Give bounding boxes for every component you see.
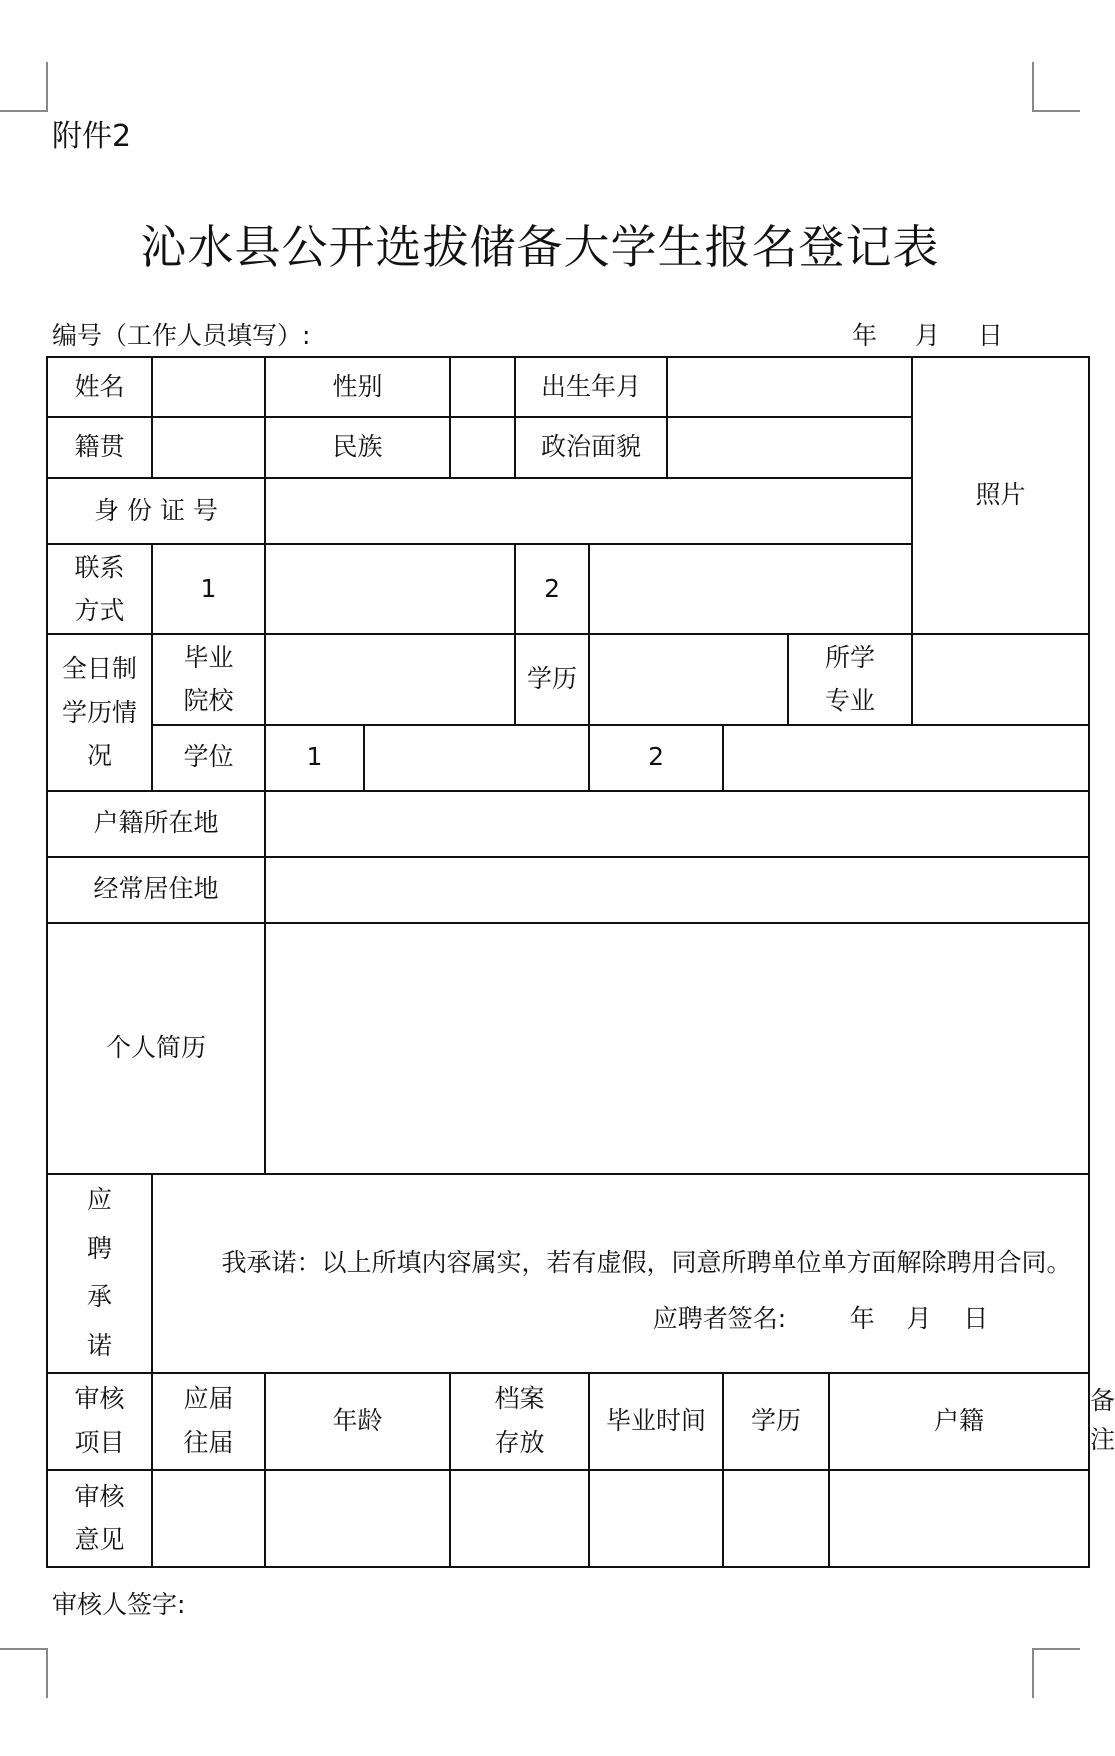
- hukou-location-field[interactable]: [265, 791, 1089, 857]
- degree-label: 学位: [152, 725, 265, 791]
- review-education-field[interactable]: [723, 1470, 829, 1567]
- birth-field[interactable]: [667, 357, 912, 417]
- review-hukou-field[interactable]: [829, 1470, 1089, 1567]
- crop-mark-bottom-right-h: [1032, 1648, 1080, 1650]
- fulltime-education-label: 全日制学历情况: [47, 634, 152, 790]
- ethnicity-field[interactable]: [450, 417, 515, 478]
- contact-2-field[interactable]: [589, 544, 912, 634]
- degree-2-field[interactable]: [723, 725, 1089, 791]
- ethnicity-label: 民族: [265, 417, 450, 478]
- crop-mark-bottom-left-h: [0, 1648, 48, 1650]
- review-items-label: 审核项目: [47, 1373, 152, 1470]
- pledge-box: [152, 1174, 1089, 1372]
- number-label: 编号（工作人员填写）:: [52, 321, 311, 350]
- review-age-field[interactable]: [265, 1470, 450, 1567]
- political-status-field[interactable]: [667, 417, 912, 478]
- school-label: 毕业院校: [152, 634, 265, 724]
- crop-mark-bottom-right-v: [1032, 1648, 1034, 1698]
- photo-box[interactable]: [912, 357, 1089, 634]
- form-title: 沁水县公开选拔储备大学生报名登记表: [140, 220, 940, 274]
- reviewer-signature-label: 审核人签字:: [52, 1590, 186, 1619]
- crop-mark-top-left-h: [0, 110, 48, 112]
- graduation-time-label: 毕业时间: [589, 1373, 723, 1470]
- school-field[interactable]: [265, 634, 515, 724]
- review-hukou-label: 户籍: [829, 1373, 1089, 1470]
- degree-1-label: 1: [265, 725, 364, 791]
- age-label: 年龄: [265, 1373, 450, 1470]
- resume-field[interactable]: [265, 923, 1089, 1174]
- native-place-field[interactable]: [152, 417, 265, 478]
- political-status-label: 政治面貌: [515, 417, 667, 478]
- id-number-field[interactable]: [265, 478, 912, 544]
- attachment-label: 附件2: [52, 119, 132, 154]
- education-label: 学历: [515, 634, 589, 724]
- review-graduation-time-field[interactable]: [589, 1470, 723, 1567]
- native-place-label: 籍贯: [47, 417, 152, 478]
- archive-label: 档案存放: [450, 1373, 589, 1470]
- contact-label: 联系方式: [47, 544, 152, 634]
- degree-1-field[interactable]: [364, 725, 589, 791]
- review-opinion-label: 审核意见: [47, 1470, 152, 1567]
- pledge-text: 我承诺：以上所填内容属实，若有虚假，同意所聘单位单方面解除聘用合同。: [221, 1247, 1072, 1277]
- hukou-location-label: 户籍所在地: [47, 791, 265, 857]
- name-label: 姓名: [47, 357, 152, 417]
- date-label: 年 月 日: [852, 321, 1003, 350]
- review-education-label: 学历: [723, 1373, 829, 1470]
- fresh-graduate-label: 应届往届: [152, 1373, 265, 1470]
- gender-label: 性别: [265, 357, 450, 417]
- contact-2-label: 2: [515, 544, 589, 634]
- photo-label: 照片: [975, 480, 1026, 510]
- review-archive-field[interactable]: [450, 1470, 589, 1567]
- registration-table: 姓名 性别 出生年月 照片 籍贯 民族 政治面貌 身 份 证 号 联系方式 1 2 全日制学历情况 毕业院校 学历 所学专业 学位 1 2 户籍所在地 经常居住地 个人简历 应聘承诺 我承诺：以上所填内容属实，若有虚假，同意所聘单位单方面解除聘用合同。 应聘者签名: 年 月 日 审核项目 应届往届 年龄 档案存放 毕业时间 学历 户籍 备注 审核意见: [46, 356, 1090, 1568]
- resume-label: 个人简历: [47, 923, 265, 1174]
- residence-label: 经常居住地: [47, 857, 265, 923]
- name-field[interactable]: [152, 357, 265, 417]
- major-label: 所学专业: [788, 634, 912, 724]
- pledge-label: 应聘承诺: [47, 1174, 152, 1372]
- pledge-signature-line: 应聘者签名: 年 月 日: [652, 1304, 989, 1334]
- birth-label: 出生年月: [515, 357, 667, 417]
- review-fresh-graduate-field[interactable]: [152, 1470, 265, 1567]
- degree-2-label: 2: [589, 725, 723, 791]
- id-number-label: 身 份 证 号: [47, 478, 265, 544]
- contact-1-label: 1: [152, 544, 265, 634]
- crop-mark-bottom-left-v: [46, 1648, 48, 1698]
- education-field[interactable]: [589, 634, 788, 724]
- crop-mark-top-left-v: [46, 62, 48, 112]
- major-field[interactable]: [912, 634, 1089, 724]
- crop-mark-top-right-v: [1032, 62, 1034, 112]
- gender-field[interactable]: [450, 357, 515, 417]
- contact-1-field[interactable]: [265, 544, 515, 634]
- residence-field[interactable]: [265, 857, 1089, 923]
- crop-mark-top-right-h: [1032, 110, 1080, 112]
